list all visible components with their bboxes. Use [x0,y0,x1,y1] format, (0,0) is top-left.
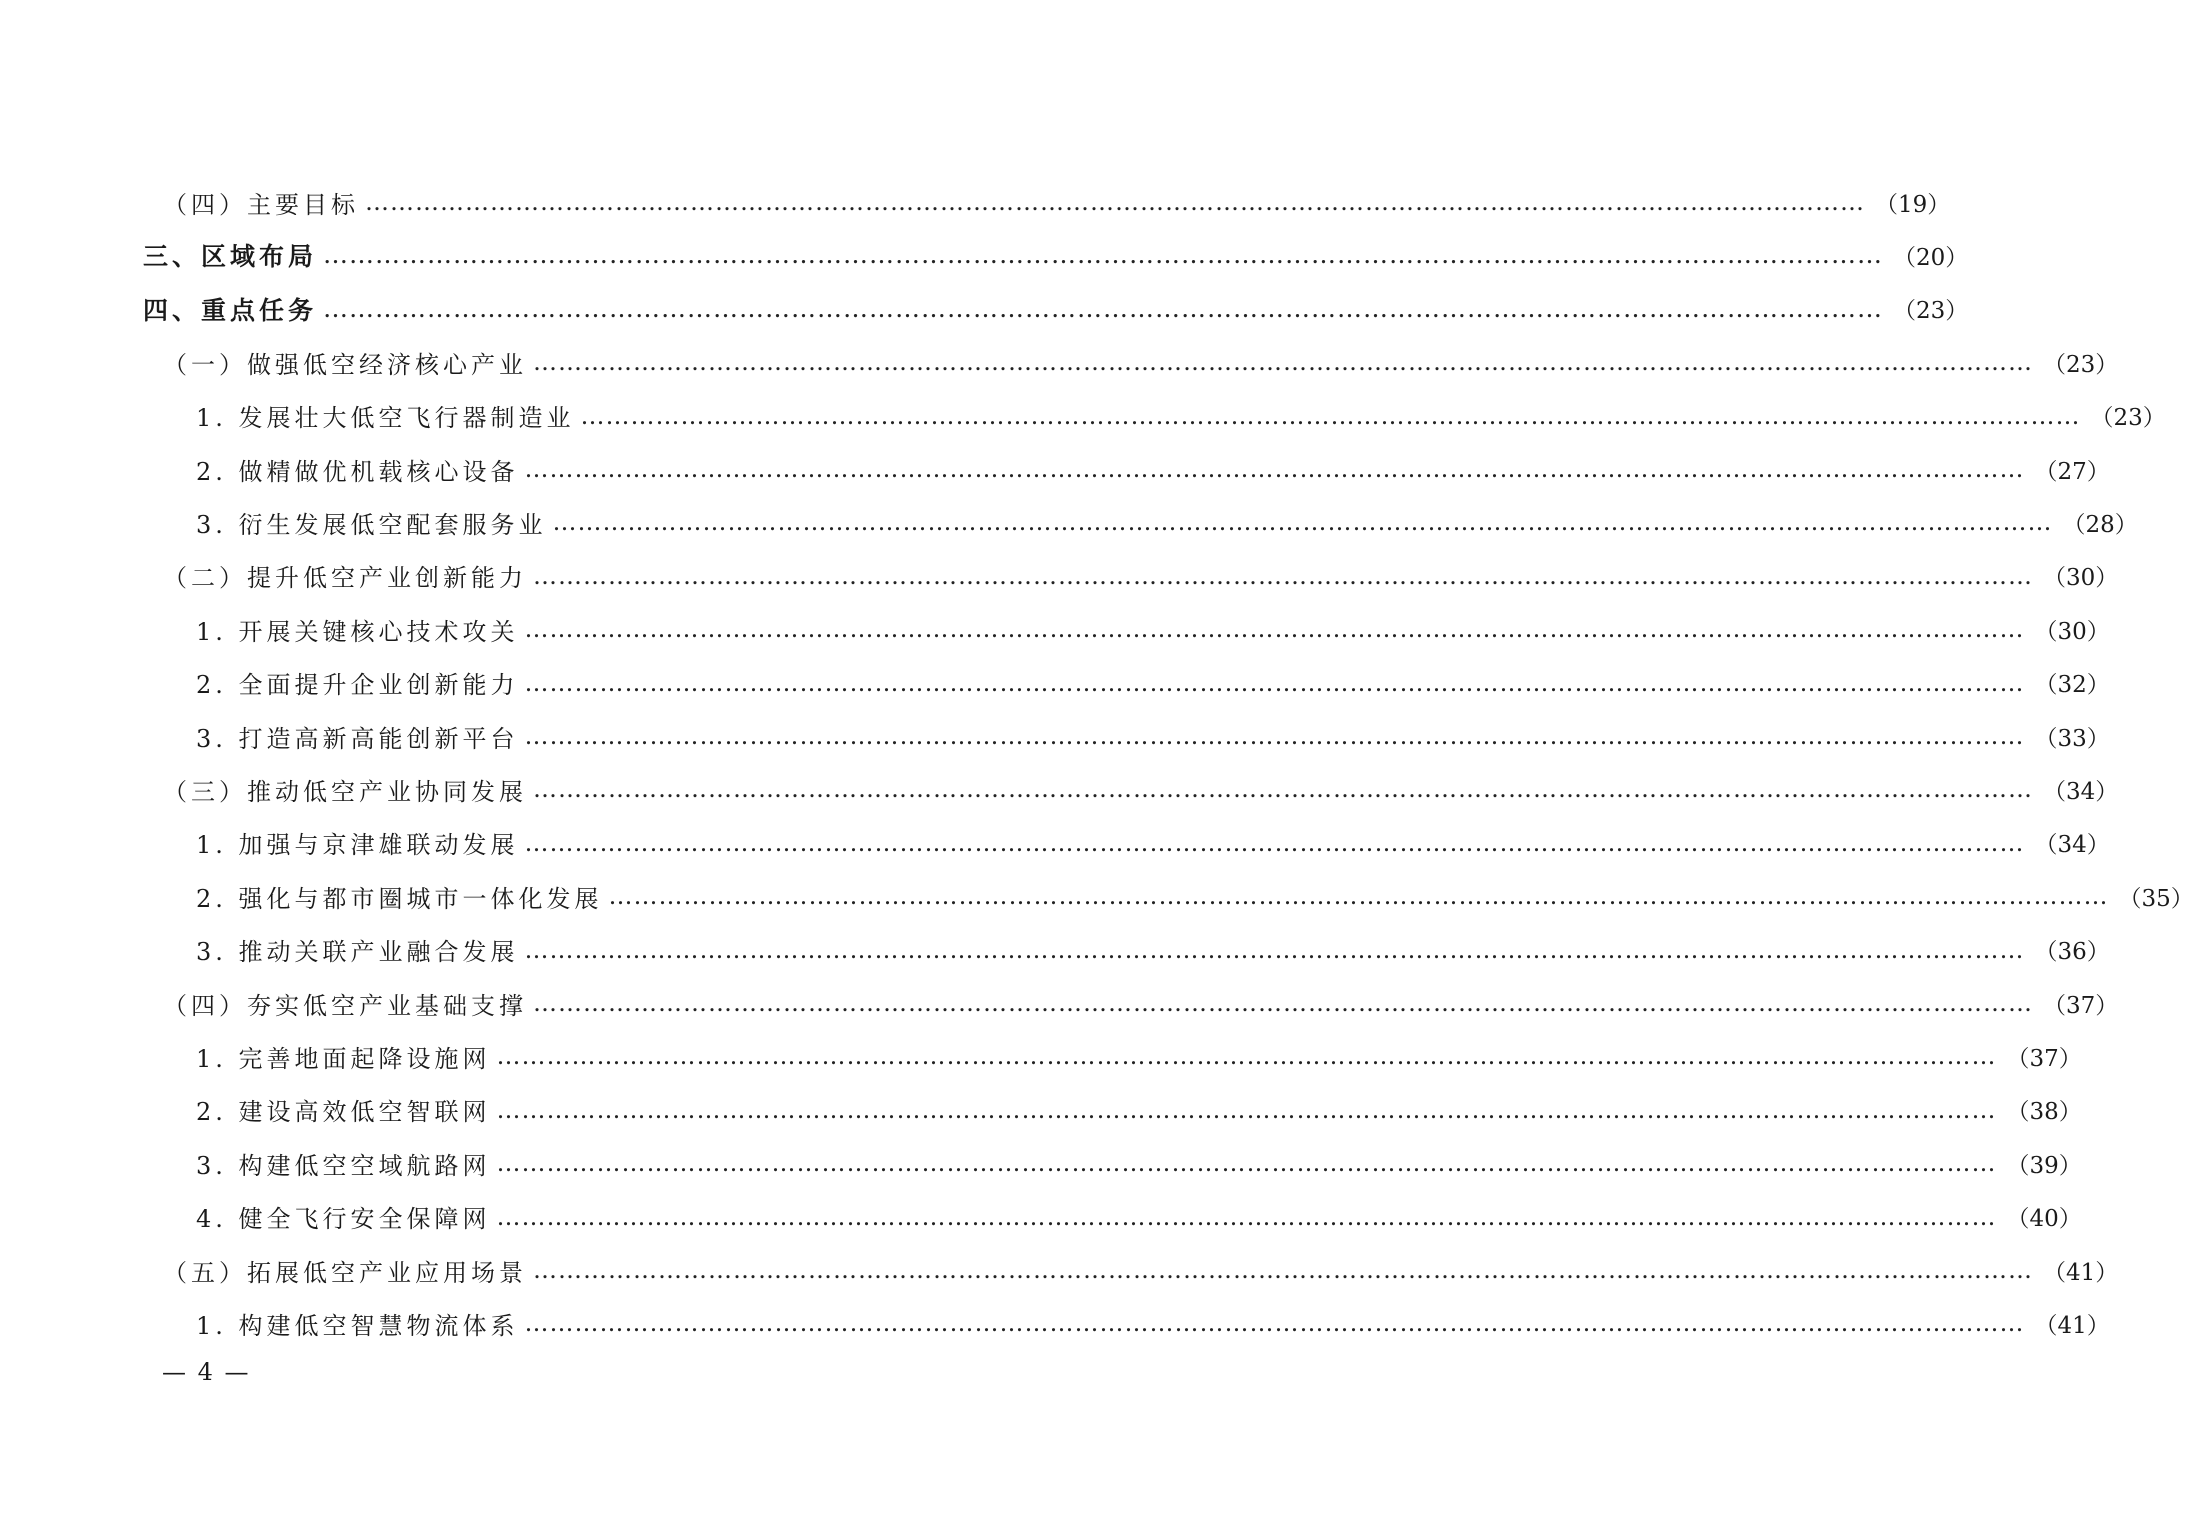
toc-dot-leader: ……………………………………………………………………………………………………………………………………………………………… [533,1256,2033,1284]
toc-entry-title: 1. 发展壮大低空飞行器制造业 [196,404,575,433]
toc-entry-title: 1. 完善地面起降设施网 [196,1044,491,1073]
toc-dot-leader: ……………………………………………………………………………………………………………………………………………………………… [533,348,2033,377]
toc-entry-page: （37） [2006,1045,2082,1072]
toc-entry-title: （一）做强低空经济核心产业 [163,350,527,379]
toc-entry [196,876,2194,916]
toc-entry-page: （41） [2043,1259,2119,1286]
toc-dot-leader: ……………………………………………………………………………………………………………………………………………………………… [533,775,2033,804]
toc-entry-page: （23） [2043,351,2119,378]
toc-entry-page: （30） [2043,565,2119,592]
toc-entry [163,769,2119,809]
toc-entry-title: 3. 衍生发展低空配套服务业 [196,510,547,539]
toc-entry [163,342,2119,382]
toc-entry-title: （二）提升低空产业创新能力 [163,564,527,593]
toc-entry-page: （38） [2006,1099,2082,1126]
toc-entry [163,556,2119,596]
toc-entry-page: （34） [2034,832,2110,859]
toc-entry-page: （40） [2006,1206,2082,1233]
toc-entry [196,663,2110,703]
toc-dot-leader: ……………………………………………………………………………………………………………………………………………………………… [496,1042,1997,1071]
toc-entry-page: （27） [2034,458,2110,485]
toc-entry [196,449,2110,489]
toc-dot-leader: ……………………………………………………………………………………………………………………………………………………………… [580,401,2081,430]
toc-entry [196,609,2110,649]
toc-entry [196,1036,2082,1076]
toc-entry-page: （30） [2034,618,2110,645]
toc-entry-title: 四、重点任务 [143,295,318,325]
toc-entry-page: （36） [2034,939,2110,966]
toc-dot-leader: ……………………………………………………………………………………………………………………………………………………………… [524,722,2025,750]
toc-entry-title: 3. 打造高新高能创新平台 [196,724,519,753]
toc-entry [163,182,1951,222]
toc-entry-page: （33） [2034,725,2110,752]
toc-entry [196,502,2138,542]
toc-entry-page: （34） [2043,778,2119,805]
toc-entry [163,983,2119,1023]
toc-entry-page: （19） [1875,191,1951,218]
toc-entry [196,1143,2082,1183]
toc-entry-page: （39） [2006,1152,2082,1179]
toc-entry-title: 3. 构建低空空域航路网 [196,1151,491,1180]
toc-dot-leader: ……………………………………………………………………………………………………………………………………………………………… [524,935,2025,964]
toc-entry-title: 3. 推动关联产业融合发展 [196,938,519,967]
toc-entry [143,289,1969,329]
toc-dot-leader: ……………………………………………………………………………………………………………………………………………………………… [496,1202,1997,1231]
toc-entry-page: （28） [2062,511,2138,538]
toc-entry-page: （35） [2118,885,2194,912]
toc-dot-leader: ……………………………………………………………………………………………………………………………………………………………… [524,1309,2025,1338]
toc-entry-title: 2. 强化与都市圈城市一体化发展 [196,884,603,913]
toc-entry-page: （20） [1893,244,1969,271]
toc-dot-leader: ……………………………………………………………………………………………………………………………………………………………… [496,1149,1997,1178]
toc-entry-title: （四）夯实低空产业基础支撑 [163,991,527,1020]
toc-dot-leader: ……………………………………………………………………………………………………………………………………………………………… [496,1095,1997,1124]
toc-entry [196,716,2110,756]
toc-dot-leader: ……………………………………………………………………………………………………………………………………………………………… [533,989,2033,1017]
toc-entry-title: （三）推动低空产业协同发展 [163,777,527,806]
toc-entry-title: （五）拓展低空产业应用场景 [163,1258,527,1287]
toc-entry-page: （37） [2043,992,2119,1019]
toc-entry [143,235,1969,275]
toc-entry-page: （32） [2034,672,2110,699]
toc-entry-title: 1. 构建低空智慧物流体系 [196,1311,519,1340]
toc-entry-title: （四）主要目标 [163,190,359,219]
toc-entry-title: 2. 做精做优机载核心设备 [196,457,519,486]
toc-entry [196,1303,2110,1343]
toc-entry-page: （41） [2034,1312,2110,1339]
toc-dot-leader: ……………………………………………………………………………………………………………………………………………………………… [323,240,1884,270]
toc-entry-page: （23） [1893,298,1969,325]
toc-entry [196,1090,2082,1130]
toc-dot-leader: ……………………………………………………………………………………………………………………………………………………………… [608,882,2109,911]
toc-entry-title: 2. 全面提升企业创新能力 [196,671,519,700]
page-number: — 4 — [162,1358,251,1386]
toc-entry-title: 1. 开展关键核心技术攻关 [196,617,519,646]
toc-dot-leader: ……………………………………………………………………………………………………………………………………………………………… [533,561,2033,590]
toc-dot-leader: ……………………………………………………………………………………………………………………………………………………………… [524,828,2025,857]
toc-entry [196,1197,2082,1237]
toc-entry-title: 2. 建设高效低空智联网 [196,1098,491,1127]
toc-dot-leader: ……………………………………………………………………………………………………………………………………………………………… [524,668,2025,697]
toc-entry-title: 1. 加强与京津雄联动发展 [196,831,519,860]
toc-entry-title: 4. 健全飞行安全保障网 [196,1205,491,1234]
toc-entry-page: （23） [2090,405,2166,432]
toc-dot-leader: ……………………………………………………………………………………………………………………………………………………………… [552,508,2053,537]
toc-entry [196,823,2110,863]
toc-dot-leader: ……………………………………………………………………………………………………………………………………………………………… [524,615,2025,644]
toc-dot-leader: ……………………………………………………………………………………………………………………………………………………………… [365,188,1865,216]
toc-entry [163,1250,2119,1290]
toc-entry [196,396,2166,436]
toc-dot-leader: ……………………………………………………………………………………………………………………………………………………………… [524,455,2025,483]
toc-dot-leader: ……………………………………………………………………………………………………………………………………………………………… [323,293,1884,323]
toc-entry-title: 三、区域布局 [143,242,318,272]
toc-entry [196,930,2110,970]
